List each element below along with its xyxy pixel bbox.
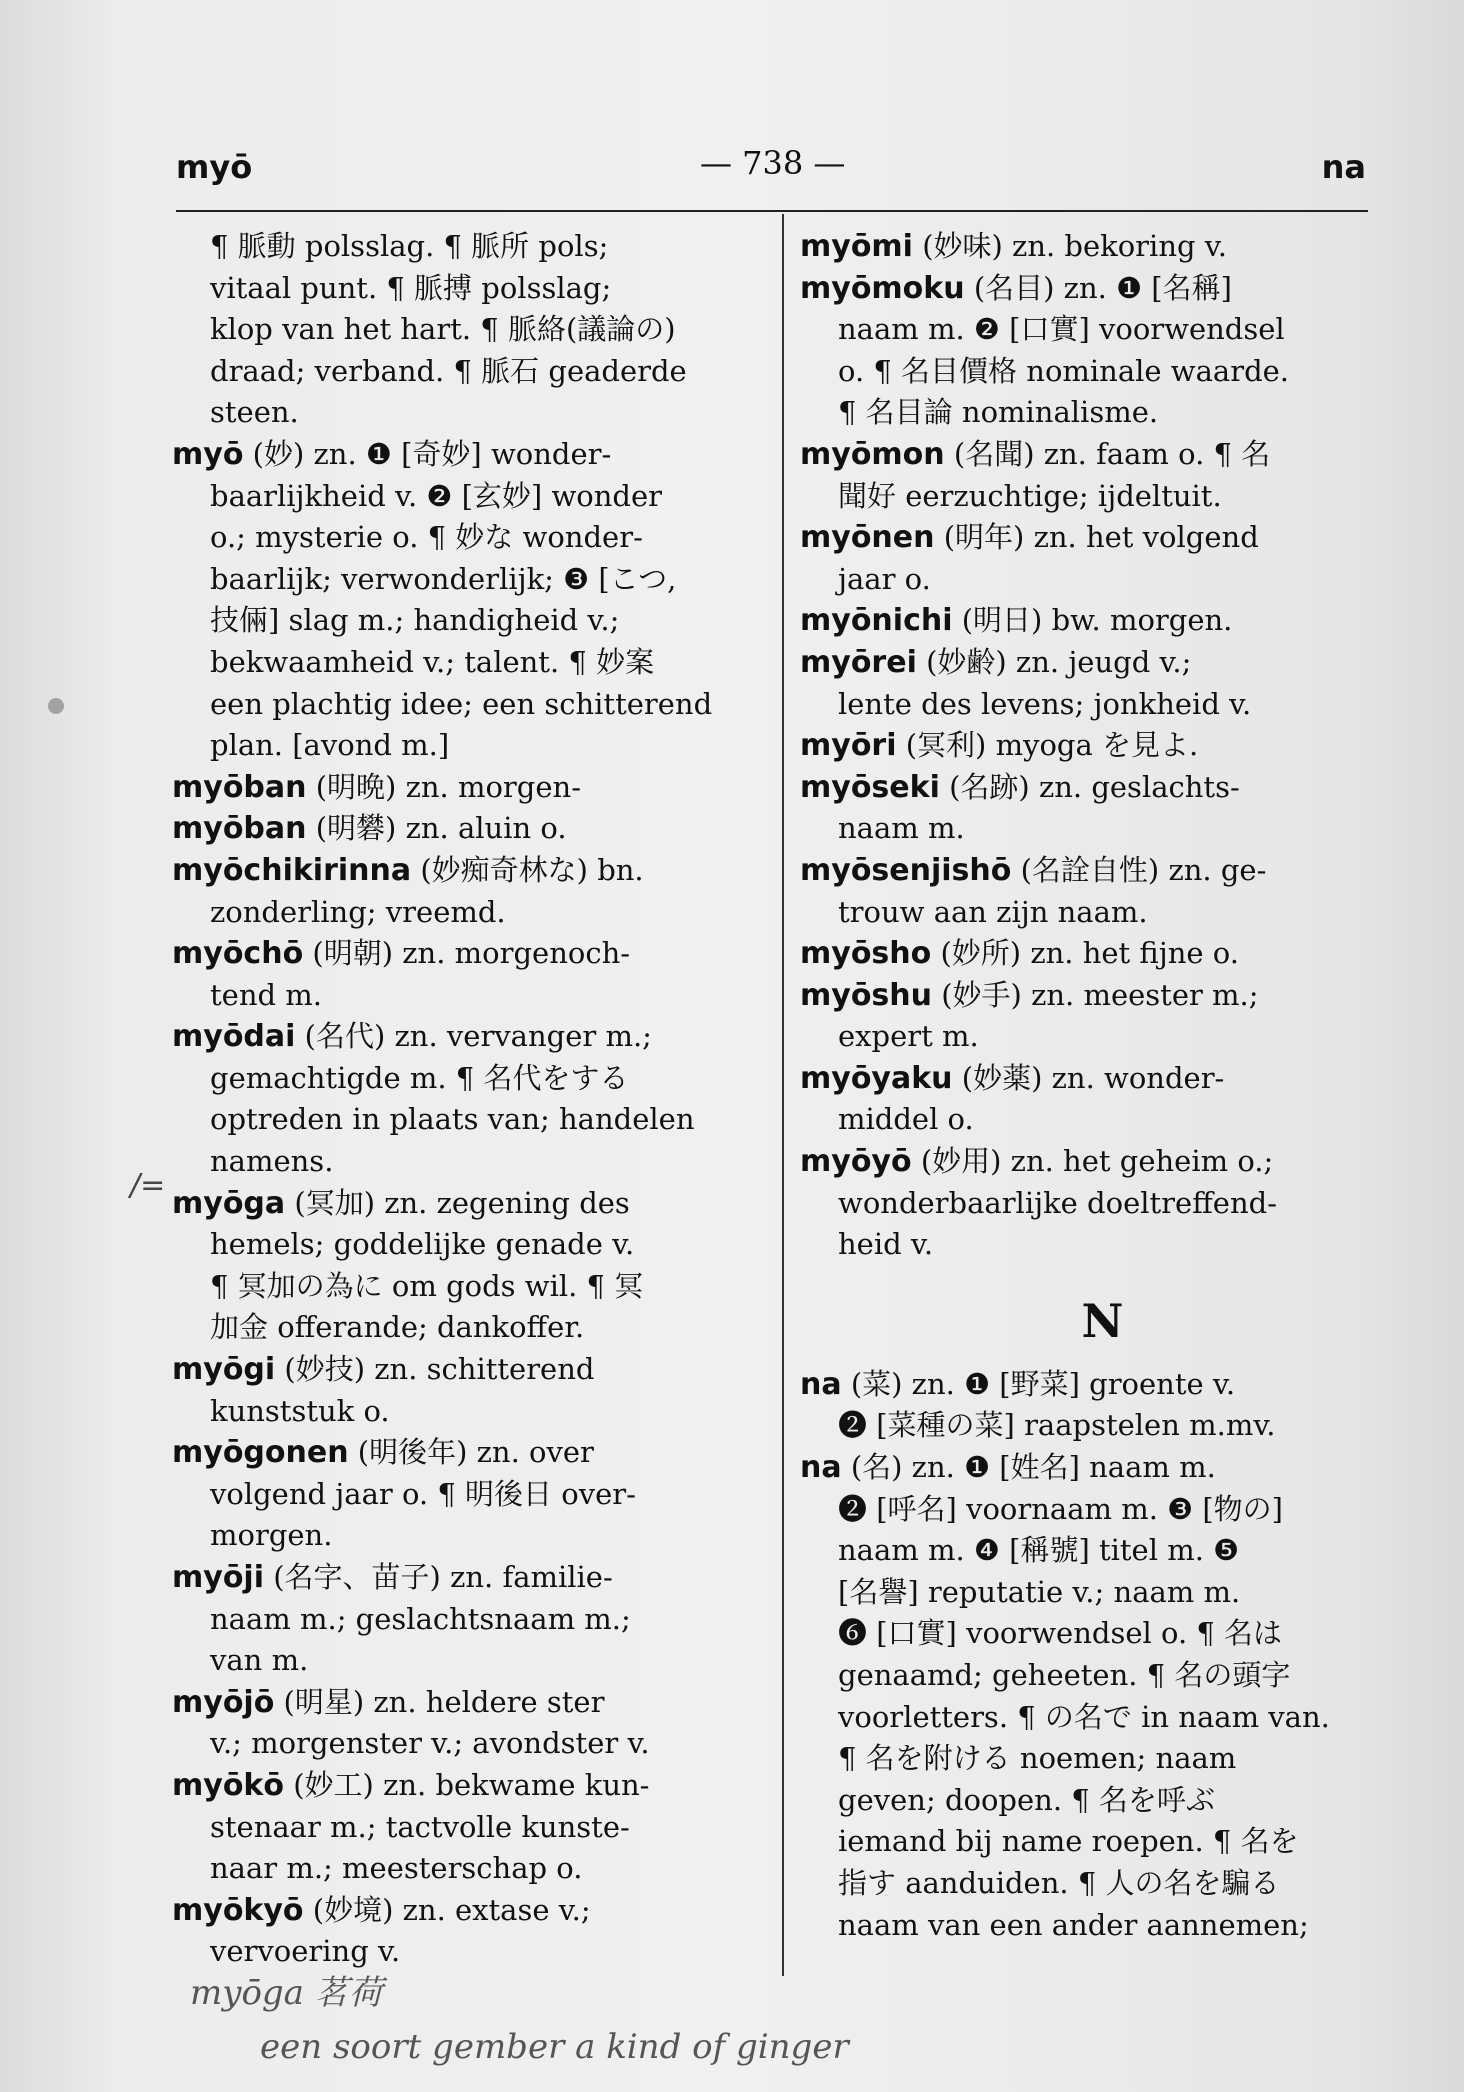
entry-line: vervoering v. [210,1934,401,1969]
entry-line: naam m.; geslachtsnaam m.; [210,1601,631,1636]
entry-line: klop van het hart. ¶ 脈絡(議論の) [210,312,676,347]
entry-headword: na [800,1366,842,1402]
entry-headword: myōmoku [800,270,965,306]
dictionary-entry [800,517,1375,600]
entry-line: een plachtig idee; een schitterend [210,686,713,721]
entry-line: ❷ [菜種の菜] raapstelen m.mv. [838,1408,1276,1443]
entry-headword: myōmi [800,229,913,264]
dictionary-entry [172,1765,756,1890]
entry-headword: myōsho [800,936,932,972]
entry-line: ❷ [呼名] voornaam m. ❸ [物の] [838,1491,1283,1526]
entry-definition: (妙用) zn. het geheim o.; [920,1144,1274,1179]
entry-line: kunststuk o. [210,1393,390,1428]
entry-line: steen. [210,395,299,430]
entry-line: naam m. ❹ [稱號] titel m. ❺ [838,1533,1240,1568]
entry-definition: (名跡) zn. geslachts- [949,769,1240,804]
entry-headword: myōyō [800,1144,912,1180]
handwritten-line-1: myōga 茗荷 [190,1973,383,2013]
entry-definition: (名詮自性) zn. ge- [1020,852,1267,887]
dictionary-entry [800,268,1375,434]
entry-headword: na [800,1450,842,1486]
entry-headword: myōshu [800,977,932,1013]
entry-headword: myōri [800,728,897,764]
dictionary-entry [172,1890,756,1973]
entry-line: ¶ 冥加の為に om gods wil. ¶ 冥 [210,1268,644,1303]
entry-line: 指す aanduiden. ¶ 人の名を騙る [838,1865,1280,1900]
entry-line: genaamd; geheeten. ¶ 名の頭字 [838,1658,1291,1692]
entry-headword: myōjō [172,1684,275,1720]
entry-line: bekwaamheid v.; talent. ¶ 妙案 [210,644,655,679]
right-column [800,226,1375,1946]
entry-definition: (明年) zn. het volgend [943,520,1259,555]
entry-line: gemachtigde m. ¶ 名代をする [210,1060,629,1095]
entry-definition: (妙齢) zn. jeugd v.; [926,644,1192,679]
dictionary-entry [800,1447,1375,1946]
entry-line: o. ¶ 名目價格 nominale waarde. [838,353,1290,388]
page-smudge [48,698,64,714]
dictionary-entry [800,725,1375,767]
entry-line: 技倆] slag m.; handigheid v.; [210,603,620,638]
entry-line: tend m. [210,977,322,1012]
entry-definition: (名聞) zn. faam o. ¶ 名 [953,436,1271,471]
entry-line: naam van een ander aannemen; [838,1907,1309,1942]
entry-definition: (妙手) zn. meester m.; [941,977,1259,1012]
entry-line: naam m. [838,811,965,846]
dictionary-entry [800,1141,1375,1266]
entry-headword: myōkō [172,1767,284,1803]
entry-definition: (妙味) zn. bekoring v. [922,229,1227,263]
entry-headword: myōchō [172,936,304,972]
entry-headword: myōnichi [800,603,953,639]
entry-line: o.; mysterie o. ¶ 妙な wonder- [210,520,643,555]
dictionary-entry [172,1432,756,1557]
dictionary-entry [800,933,1375,975]
entry-line: ¶ 名を附ける noemen; naam [838,1741,1237,1776]
entry-line: naam m. ❷ [口實] voorwendsel [838,312,1285,347]
dictionary-entry [172,933,756,1016]
entry-line: iemand bij name roepen. ¶ 名を [838,1824,1299,1859]
dictionary-entry [800,1364,1375,1447]
column-divider [782,214,784,1976]
entry-definition: (明晩) zn. morgen- [315,769,581,804]
entry-definition: (妙境) zn. extase v.; [312,1892,591,1927]
entry-line: optreden in plaats van; handelen [210,1102,695,1137]
entry-line: ¶ 名目論 nominalisme. [838,395,1159,430]
entry-definition: (妙所) zn. het fijne o. [940,936,1239,971]
entry-definition: (名代) zn. vervanger m.; [304,1019,652,1054]
entry-line: baarlijkheid v. ❷ [玄妙] wonder [210,478,663,513]
dictionary-entry [172,226,756,434]
entry-line: namens. [210,1144,334,1179]
dictionary-entry [172,1557,756,1682]
left-column [172,226,756,1973]
section-letter: N [1081,1293,1124,1348]
entry-line: ❻ [口實] voorwendsel o. ¶ 名は [838,1616,1283,1651]
entry-headword: myōseki [800,769,940,805]
dictionary-entry [800,600,1375,642]
entry-definition: (妙薬) zn. wonder- [961,1060,1225,1095]
entry-line: ¶ 脈動 polsslag. ¶ 脈所 pols; [210,229,609,263]
entry-definition: (冥加) zn. zegening des [294,1185,630,1220]
entry-definition: (妙) zn. ❶ [奇妙] wonder- [252,436,612,471]
running-head-right: na [1321,148,1366,186]
entry-line: naar m.; meesterschap o. [210,1851,583,1886]
entry-definition: (明礬) zn. aluin o. [315,811,567,846]
running-head [0,140,1464,190]
entry-headword: myōgonen [172,1435,349,1471]
entry-definition: (明朝) zn. morgenoch- [312,936,631,971]
entry-line: stenaar m.; tactvolle kunste- [210,1809,630,1844]
entry-headword: myōrei [800,644,917,680]
running-head-left: myō [176,148,253,186]
dictionary-entry [172,767,756,809]
dictionary-entry [800,434,1375,517]
page-number: — 738 — [700,144,846,182]
entry-headword: myōnen [800,520,935,556]
entry-headword: myōkyō [172,1892,304,1928]
header-rule [176,210,1368,212]
entry-definition: (妙技) zn. schitterend [284,1352,595,1387]
entry-line: zonderling; vreemd. [210,894,506,929]
entry-line: baarlijk; verwonderlijk; ❸ [こつ, [210,561,677,596]
entry-line: 加金 offerande; dankoffer. [210,1310,585,1345]
dictionary-entry [800,975,1375,1058]
entry-definition: (明星) zn. heldere ster [283,1684,605,1719]
entry-headword: myōban [172,769,307,805]
dictionary-entry [800,1058,1375,1141]
entry-headword: myōji [172,1560,264,1595]
entry-line: wonderbaarlijke doeltreffend- [838,1185,1277,1220]
entry-line: van m. [210,1643,309,1678]
entry-line: heid v. [838,1227,934,1262]
entry-line: vitaal punt. ¶ 脈搏 polsslag; [210,270,612,305]
entry-line: 聞好 eerzuchtige; ijdeltuit. [838,478,1222,513]
entry-line: volgend jaar o. ¶ 明後日 over- [210,1476,636,1511]
dictionary-entry [800,767,1375,850]
entry-definition: (名) zn. ❶ [姓名] naam m. [850,1450,1216,1485]
entry-definition: (冥利) myoga を見よ. [905,728,1199,763]
dictionary-entry [172,1349,756,1432]
entry-line: plan. [avond m.] [210,728,450,763]
entry-line: [名譽] reputatie v.; naam m. [838,1574,1241,1609]
entry-line: trouw aan zijn naam. [838,894,1148,929]
dictionary-entry [172,1016,756,1182]
entry-line: geven; doopen. ¶ 名を呼ぶ [838,1782,1215,1817]
entry-definition: (名目) zn. ❶ [名稱] [973,270,1232,305]
entry-line: voorletters. ¶ の名で in naam van. [838,1699,1330,1734]
dictionary-entry [172,1682,756,1765]
entry-headword: myōdai [172,1019,296,1055]
dictionary-entry [800,850,1375,933]
entry-line: hemels; goddelijke genade v. [210,1227,635,1262]
dictionary-entry [172,1183,756,1349]
entry-headword: myōban [172,811,307,847]
entry-headword: myōgi [172,1352,276,1388]
entry-line: v.; morgenster v.; avondster v. [210,1726,650,1761]
dictionary-entry [800,642,1375,725]
dictionary-entry [172,434,756,767]
handwritten-line-2: een soort gember a kind of ginger [260,2027,849,2067]
entry-line: morgen. [210,1518,333,1553]
entry-line: draad; verband. ¶ 脈石 geaderde [210,353,687,388]
margin-mark: /= [130,1168,166,1203]
entry-definition: (明日) bw. morgen. [961,603,1233,638]
dictionary-entry [800,226,1375,268]
entry-line: middel o. [838,1102,974,1137]
entry-definition: (妙痴奇林な) bn. [420,852,644,887]
entry-definition: (妙工) zn. bekwame kun- [293,1767,650,1802]
dictionary-entry [172,850,756,933]
entry-line: lente des levens; jonkheid v. [838,686,1252,721]
entry-headword: myō [172,436,244,472]
entry-definition: (名字、苗子) zn. familie- [273,1560,613,1594]
entry-headword: myōsenjishō [800,852,1012,888]
handwritten-note [190,1965,1090,2092]
entry-headword: myōyaku [800,1060,953,1096]
entry-definition: (明後年) zn. over [357,1435,594,1470]
entry-headword: myōchikirinna [172,852,412,888]
entry-headword: myōmon [800,436,945,472]
entry-line: expert m. [838,1019,979,1054]
entry-line: jaar o. [838,561,931,596]
dictionary-entry [172,808,756,850]
entry-headword: myōga [172,1185,286,1221]
entry-definition: (菜) zn. ❶ [野菜] groente v. [850,1366,1236,1401]
